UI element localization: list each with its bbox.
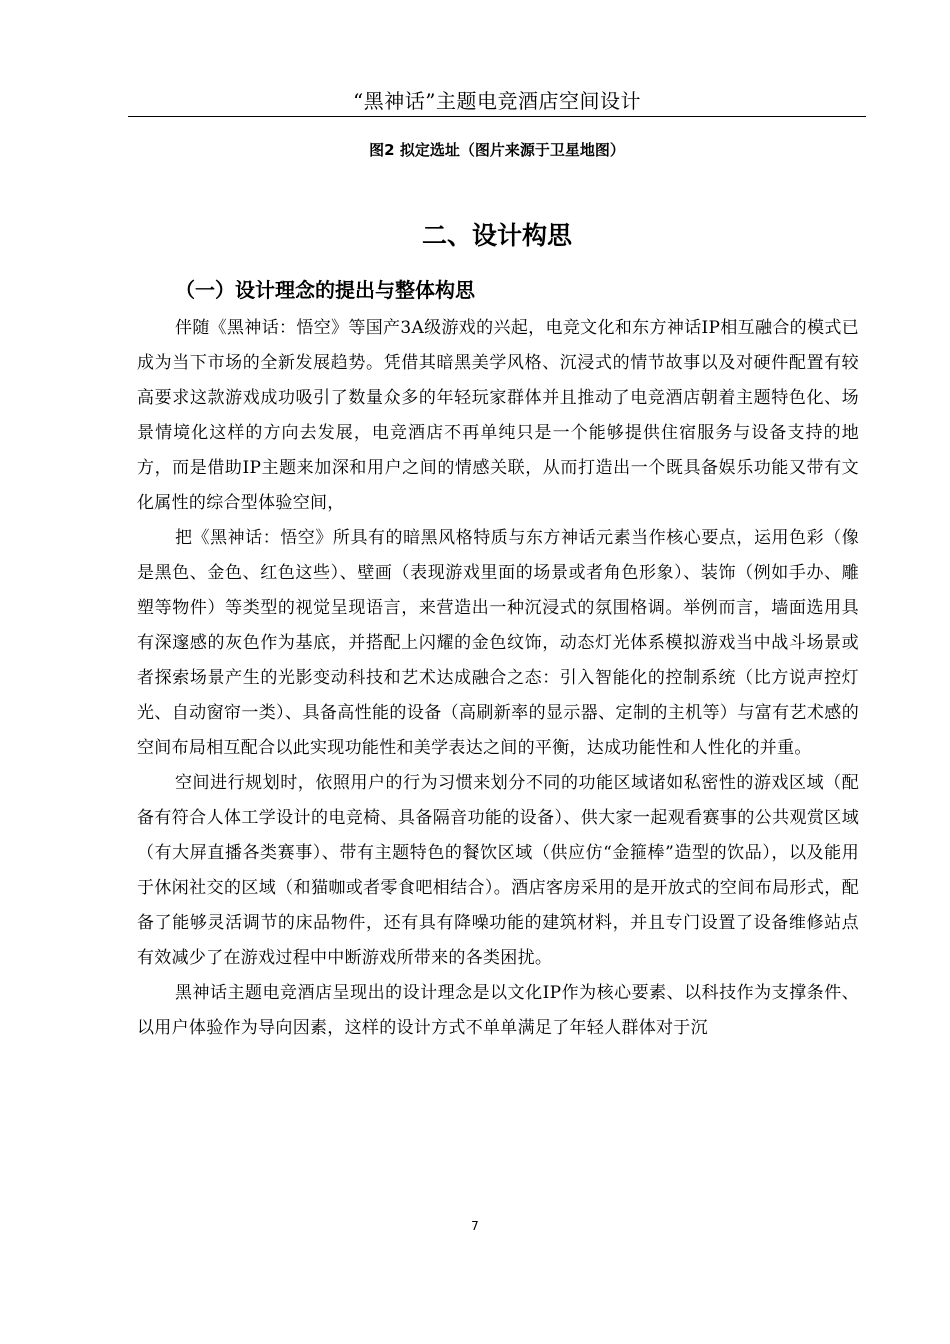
subsection-title: （一）设计理念的提出与整体构思 xyxy=(175,278,475,302)
header-rule xyxy=(128,116,866,117)
paragraph: 空间进行规划时，依照用户的行为习惯来划分不同的功能区域诸如私密性的游戏区域（配备有符合人体工学设计的电竞椅、具备隔音功能的设备）、供大家一起观看赛事的公共观赏区域（有大屏直播各类赛事）、带有主题特色的餐饮区域（供应仿“金箍棒”造型的饮品），以及能用于休闲社交的区域（和猫咖或者零食吧相结合）。酒店客房采用的是开放式的空间布局形式，配备了能够灵活调节的床品物件，还有具有降噪功能的建筑材料，并且专门设置了设备维修站点有效减少了在游戏过程中中断游戏所带来的各类困扰。 xyxy=(137,773,859,968)
running-header: “黑神话”主题电竞酒店空间设计 xyxy=(353,89,641,113)
paragraph: 伴随《黑神话：悟空》等国产3A级游戏的兴起，电竞文化和东方神话IP相互融合的模式已成为当下市场的全新发展趋势。凭借其暗黑美学风格、沉浸式的情节故事以及对硬件配置有较高要求这款游戏成功吸引了数量众多的年轻玩家群体并且推动了电竞酒店朝着主题特色化、场景情境化这样的方向去发展，电竞酒店不再单纯只是一个能够提供住宿服务与设备支持的地方，而是借助IP主题来加深和用户之间的情感关联，从而打造出一个既具备娱乐功能又带有文化属性的综合型体验空间， xyxy=(137,318,859,513)
section-title: 二、设计构思 xyxy=(421,221,572,250)
page-number: 7 xyxy=(471,1219,479,1233)
paragraph: 把《黑神话：悟空》所具有的暗黑风格特质与东方神话元素当作核心要点，运用色彩（像是黑色、金色、红色这些）、壁画（表现游戏里面的场景或者角色形象）、装饰（例如手办、雕塑等物件）等类型的视觉呈现语言，来营造出一种沉浸式的氛围格调。举例而言，墙面选用具有深邃感的灰色作为基底，并搭配上闪耀的金色纹饰，动态灯光体系模拟游戏当中战斗场景或者探索场景产生的光影变动科技和艺术达成融合之态：引入智能化的控制系统（比方说声控灯光、自动窗帘一类）、具备高性能的设备（高刷新率的显示器、定制的主机等）与富有艺术感的空间布局相互配合以此实现功能性和美学表达之间的平衡，达成功能性和人性化的并重。 xyxy=(137,528,859,758)
paragraph: 黑神话主题电竞酒店呈现出的设计理念是以文化IP作为核心要素、以科技作为支撑条件、以用户体验作为导向因素，这样的设计方式不单单满足了年轻人群体对于沉 xyxy=(137,983,859,1038)
body-text xyxy=(137,311,859,1046)
figure-caption: 图2 拟定选址（图片来源于卫星地图） xyxy=(369,141,625,159)
